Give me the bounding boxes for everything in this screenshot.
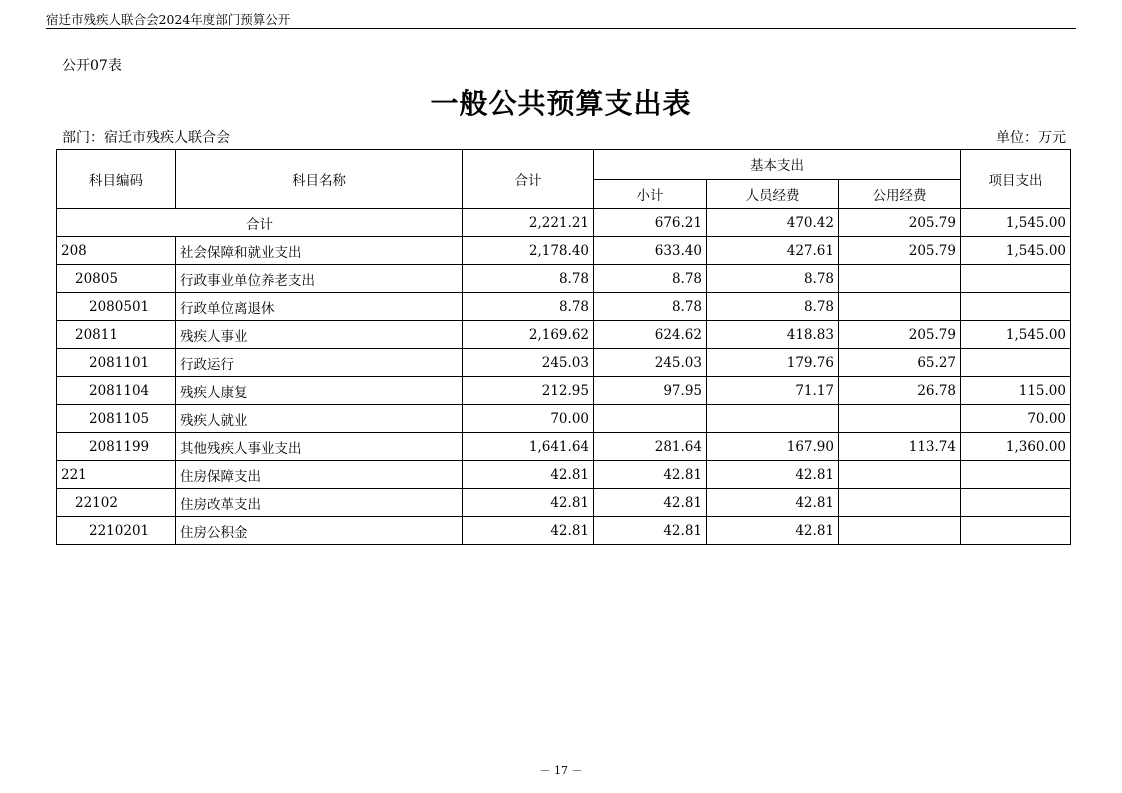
row-subtotal: 42.81 [594, 517, 707, 545]
col-header-personnel: 人员经费 [707, 179, 839, 209]
row-subtotal: 624.62 [594, 321, 707, 349]
row-total: 2,169.62 [463, 321, 594, 349]
table-row [57, 321, 1071, 349]
table-row [57, 405, 1071, 433]
row-project: 115.00 [961, 377, 1071, 405]
col-header-project: 项目支出 [961, 150, 1071, 209]
row-code: 221 [57, 461, 176, 489]
row-subtotal: 42.81 [594, 489, 707, 517]
row-project: 1,545.00 [961, 237, 1071, 265]
row-public: 205.79 [839, 321, 961, 349]
table-row [57, 461, 1071, 489]
row-total: 42.81 [463, 461, 594, 489]
row-personnel: 8.78 [707, 293, 839, 321]
row-personnel: 42.81 [707, 461, 839, 489]
page-number: － 17 － [539, 764, 583, 777]
total-row-subtotal: 676.21 [594, 209, 707, 237]
unit-label: 单位：万元 [996, 130, 1066, 146]
row-project [961, 517, 1071, 545]
row-total: 2,178.40 [463, 237, 594, 265]
row-project: 1,545.00 [961, 321, 1071, 349]
row-total: 212.95 [463, 377, 594, 405]
row-code: 2081199 [57, 433, 176, 461]
row-public: 205.79 [839, 237, 961, 265]
col-header-total: 合计 [463, 150, 594, 209]
budget-table [56, 149, 1071, 545]
header-rule [46, 28, 1076, 29]
row-subtotal: 281.64 [594, 433, 707, 461]
table-row [57, 433, 1071, 461]
row-public [839, 489, 961, 517]
row-project [961, 461, 1071, 489]
row-public [839, 293, 961, 321]
row-personnel: 418.83 [707, 321, 839, 349]
row-subtotal [594, 405, 707, 433]
row-subtotal: 245.03 [594, 349, 707, 377]
row-public [839, 461, 961, 489]
table-row [57, 489, 1071, 517]
row-total: 42.81 [463, 517, 594, 545]
row-personnel: 71.17 [707, 377, 839, 405]
row-total: 245.03 [463, 349, 594, 377]
row-subtotal: 633.40 [594, 237, 707, 265]
row-project: 1,360.00 [961, 433, 1071, 461]
col-header-public: 公用经费 [839, 179, 961, 209]
row-code: 2210201 [57, 517, 176, 545]
row-name: 行政事业单位养老支出 [176, 265, 463, 293]
row-project [961, 349, 1071, 377]
col-header-subtotal: 小计 [594, 179, 707, 209]
total-row-total: 2,221.21 [463, 209, 594, 237]
row-name: 住房保障支出 [176, 461, 463, 489]
row-subtotal: 97.95 [594, 377, 707, 405]
row-code: 20805 [57, 265, 176, 293]
table-row [57, 265, 1071, 293]
row-name: 残疾人事业 [176, 321, 463, 349]
row-subtotal: 42.81 [594, 461, 707, 489]
row-name: 社会保障和就业支出 [176, 237, 463, 265]
row-code: 2081104 [57, 377, 176, 405]
row-personnel: 179.76 [707, 349, 839, 377]
row-total: 1,641.64 [463, 433, 594, 461]
total-row [57, 209, 1071, 237]
table-row [57, 517, 1071, 545]
total-row-personnel: 470.42 [707, 209, 839, 237]
row-personnel: 42.81 [707, 517, 839, 545]
total-row-project: 1,545.00 [961, 209, 1071, 237]
row-name: 行政运行 [176, 349, 463, 377]
col-header-name: 科目名称 [176, 150, 463, 209]
row-name: 残疾人就业 [176, 405, 463, 433]
total-row-label: 合计 [57, 209, 463, 237]
row-public [839, 517, 961, 545]
row-name: 行政单位离退休 [176, 293, 463, 321]
col-header-basic: 基本支出 [594, 150, 961, 180]
row-personnel: 167.90 [707, 433, 839, 461]
row-personnel: 427.61 [707, 237, 839, 265]
row-public [839, 405, 961, 433]
running-header: 宿迁市残疾人联合会2024年度部门预算公开 [46, 12, 291, 27]
row-code: 20811 [57, 321, 176, 349]
row-code: 208 [57, 237, 176, 265]
row-personnel: 8.78 [707, 265, 839, 293]
table-row [57, 237, 1071, 265]
table-row [57, 377, 1071, 405]
col-header-code: 科目编码 [57, 150, 176, 209]
row-project [961, 489, 1071, 517]
row-total: 8.78 [463, 265, 594, 293]
row-code: 22102 [57, 489, 176, 517]
row-total: 70.00 [463, 405, 594, 433]
row-subtotal: 8.78 [594, 293, 707, 321]
row-name: 住房改革支出 [176, 489, 463, 517]
row-public: 113.74 [839, 433, 961, 461]
row-name: 其他残疾人事业支出 [176, 433, 463, 461]
department-label: 部门：宿迁市残疾人联合会 [62, 130, 230, 146]
page-title: 一般公共预算支出表 [430, 87, 692, 120]
row-code: 2081101 [57, 349, 176, 377]
row-public [839, 265, 961, 293]
row-code: 2081105 [57, 405, 176, 433]
row-total: 42.81 [463, 489, 594, 517]
row-code: 2080501 [57, 293, 176, 321]
row-public: 65.27 [839, 349, 961, 377]
row-name: 住房公积金 [176, 517, 463, 545]
row-personnel [707, 405, 839, 433]
row-name: 残疾人康复 [176, 377, 463, 405]
row-project: 70.00 [961, 405, 1071, 433]
total-row-public: 205.79 [839, 209, 961, 237]
row-subtotal: 8.78 [594, 265, 707, 293]
row-project [961, 265, 1071, 293]
table-row [57, 349, 1071, 377]
row-personnel: 42.81 [707, 489, 839, 517]
table-number: 公开07表 [62, 58, 122, 74]
row-public: 26.78 [839, 377, 961, 405]
row-project [961, 293, 1071, 321]
table-row [57, 293, 1071, 321]
row-total: 8.78 [463, 293, 594, 321]
